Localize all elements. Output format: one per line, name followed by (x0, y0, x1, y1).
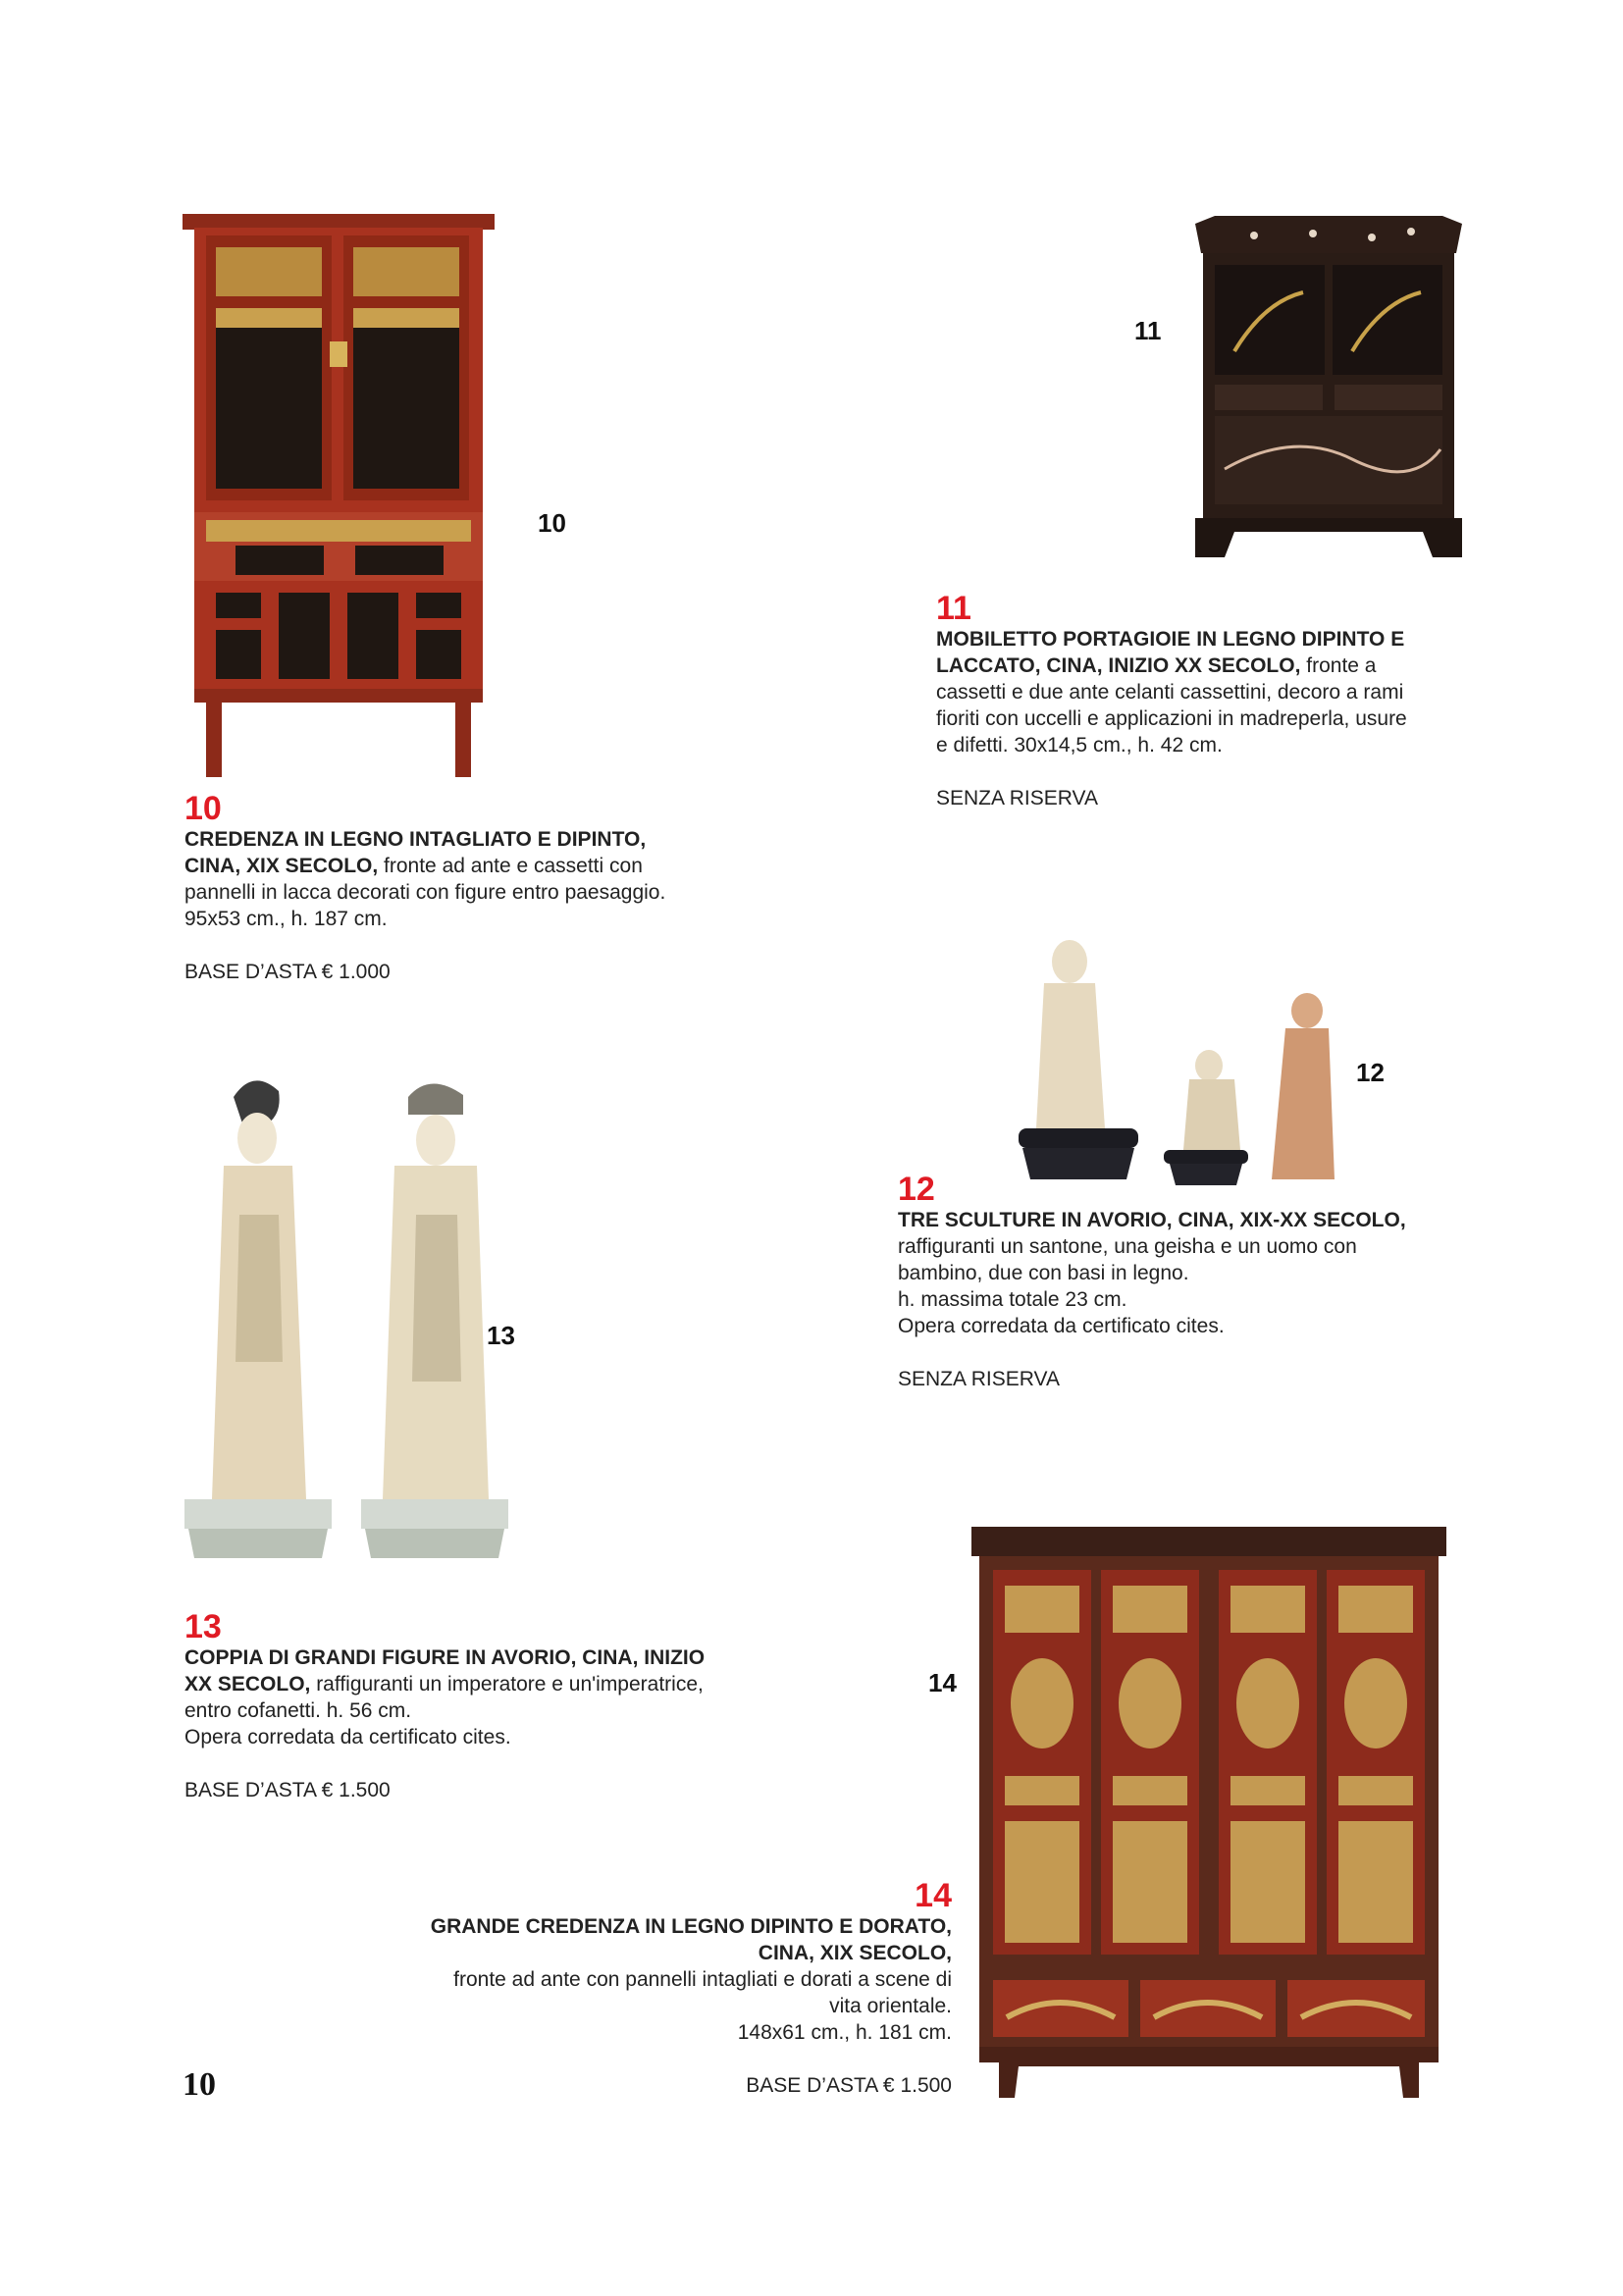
lot-price: BASE D’ASTA € 1.500 (184, 1779, 391, 1801)
lot-title-line: LACCATO, CINA, INIZIO XX SECOLO, (936, 654, 1301, 677)
lot-11-description (936, 591, 1466, 811)
ivory-sculptures-illustration (1009, 932, 1342, 1191)
lot-title-line: GRANDE CREDENZA IN LEGNO DIPINTO E DORATO, (430, 1915, 952, 1938)
lot-price: SENZA RISERVA (898, 1368, 1060, 1390)
lot-desc-line: e difetti. 30x14,5 cm., h. 42 cm. (936, 734, 1223, 757)
ivory-figures-illustration (184, 1068, 518, 1588)
lot-number: 11 (936, 590, 971, 627)
lot-number: 14 (915, 1877, 952, 1914)
gilded-cabinet-illustration (971, 1527, 1446, 2098)
lot-title-line: XX SECOLO, (184, 1673, 311, 1696)
lot-number: 12 (898, 1171, 935, 1208)
lot-11-image (1195, 214, 1462, 557)
lot-10-description (184, 791, 734, 985)
page-number: 10 (183, 2066, 216, 2103)
lot-desc-inline: raffiguranti un imperatore e un'imperatrice, (310, 1673, 704, 1696)
lot-desc-line: Opera corredata da certificato cites. (184, 1726, 511, 1748)
lot-price: SENZA RISERVA (936, 787, 1098, 809)
lot-title-line: CINA, XIX SECOLO, (184, 855, 379, 877)
lot-desc-line: bambino, due con basi in legno. (898, 1262, 1189, 1284)
lot-title-line: COPPIA DI GRANDI FIGURE IN AVORIO, CINA, INIZIO (184, 1646, 706, 1669)
jewelry-cabinet-illustration (1195, 214, 1462, 557)
lot-12-image (1009, 932, 1342, 1191)
lot-13-image (184, 1068, 518, 1588)
lot-desc-line: entro cofanetti. h. 56 cm. (184, 1699, 412, 1722)
lot-number: 13 (184, 1608, 222, 1645)
lot-12-description (898, 1172, 1487, 1392)
lot-11-image-label: 11 (1134, 316, 1162, 345)
lot-desc-inline: fronte ad ante e cassetti con (378, 855, 643, 877)
lot-desc-line: 148x61 cm., h. 181 cm. (737, 2021, 952, 2044)
lot-12-image-label: 12 (1356, 1058, 1385, 1087)
lot-price: BASE D’ASTA € 1.000 (184, 961, 391, 983)
lot-desc-line: h. massima totale 23 cm. (898, 1288, 1127, 1311)
lot-desc-line: fioriti con uccelli e applicazioni in madreperla, usure (936, 707, 1407, 730)
lot-title-line: CREDENZA IN LEGNO INTAGLIATO E DIPINTO, (184, 828, 647, 851)
lot-10-image (183, 214, 495, 777)
lot-number: 10 (184, 790, 222, 827)
red-cabinet-illustration (183, 214, 495, 777)
lot-desc-line: 95x53 cm., h. 187 cm. (184, 908, 388, 930)
lot-price: BASE D’ASTA € 1.500 (746, 2074, 952, 2097)
lot-desc-line: fronte ad ante con pannelli intagliati e dorati a scene di (453, 1968, 952, 1991)
lot-13-description (184, 1609, 812, 1803)
lot-desc-inline: fronte a (1300, 654, 1377, 677)
lot-13-image-label: 13 (487, 1321, 515, 1350)
lot-desc-line: pannelli in lacca decorati con figure entro paesaggio. (184, 881, 666, 904)
lot-desc-line: vita orientale. (829, 1995, 952, 2017)
lot-14-image-label: 14 (928, 1668, 957, 1697)
lot-desc-line: raffiguranti un santone, una geisha e un uomo con (898, 1235, 1357, 1258)
lot-title-line: CINA, XIX SECOLO, (758, 1942, 952, 1964)
lot-14-image (971, 1527, 1446, 2098)
lot-14-description (324, 1878, 952, 2099)
lot-desc-line: Opera corredata da certificato cites. (898, 1315, 1225, 1337)
lot-title-line: MOBILETTO PORTAGIOIE IN LEGNO DIPINTO E (936, 628, 1405, 651)
lot-10-image-label: 10 (538, 508, 566, 538)
lot-desc-line: cassetti e due ante celanti cassettini, decoro a rami (936, 681, 1404, 704)
lot-title-line: TRE SCULTURE IN AVORIO, CINA, XIX-XX SECOLO, (898, 1209, 1406, 1231)
